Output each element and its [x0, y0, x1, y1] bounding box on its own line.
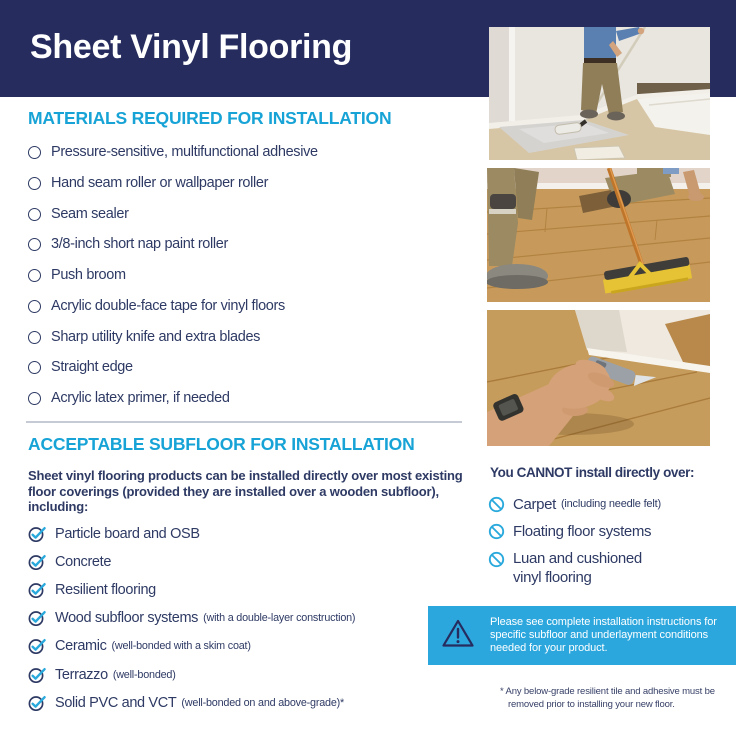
push-broom-illustration	[487, 168, 710, 302]
circle-bullet-icon	[28, 269, 41, 282]
cannot-item: Carpet (including needle felt)	[488, 494, 661, 514]
material-item: Push broom	[28, 265, 126, 285]
check-icon	[28, 526, 47, 542]
circle-bullet-icon	[28, 238, 41, 251]
subfloor-item: Resilient flooring	[28, 580, 161, 600]
check-icon	[28, 638, 47, 654]
material-item: Hand seam roller or wallpaper roller	[28, 173, 268, 193]
subfloor-item: Particle board and OSB	[28, 524, 205, 544]
material-item: 3/8-inch short nap paint roller	[28, 234, 228, 254]
cannot-item: Luan and cushioned vinyl flooring	[488, 549, 663, 587]
circle-bullet-icon	[28, 208, 41, 221]
materials-heading: MATERIALS REQUIRED FOR INSTALLATION	[28, 108, 392, 128]
material-item: Acrylic double-face tape for vinyl floors	[28, 296, 285, 316]
utility-knife-illustration	[487, 310, 710, 446]
cannot-heading: You CANNOT install directly over:	[490, 465, 695, 480]
check-icon	[28, 554, 47, 570]
adhesive-rolling-illustration	[489, 27, 710, 160]
notice-text: Please see complete installation instructions for specific subfloor and underlayment conditions needed for your product.	[490, 615, 717, 655]
prohibited-icon	[488, 551, 505, 568]
photo-utility-knife	[487, 310, 710, 446]
subfloor-heading: ACCEPTABLE SUBFLOOR FOR INSTALLATION	[28, 434, 415, 454]
subfloor-item: Concrete	[28, 552, 116, 572]
material-item: Straight edge	[28, 357, 133, 377]
notice-box	[428, 606, 736, 665]
subfloor-item: Terrazzo (well-bonded)	[28, 665, 176, 685]
circle-bullet-icon	[28, 300, 41, 313]
footnote: * Any below-grade resilient tile and adhesive must be removed prior to installing your new floor.	[500, 686, 715, 710]
cannot-item: Floating floor systems	[488, 521, 656, 541]
material-item: Sharp utility knife and extra blades	[28, 327, 260, 347]
material-item: Seam sealer	[28, 204, 129, 224]
check-icon	[28, 695, 47, 711]
photo-push-broom	[487, 168, 710, 302]
check-icon	[28, 610, 47, 626]
check-icon	[28, 582, 47, 598]
circle-bullet-icon	[28, 177, 41, 190]
subfloor-item: Solid PVC and VCT (well-bonded on and above-grade)*	[28, 693, 344, 713]
section-divider	[26, 421, 462, 423]
material-item: Acrylic latex primer, if needed	[28, 388, 230, 408]
subfloor-item: Wood subfloor systems (with a double-layer construction)	[28, 608, 355, 628]
check-icon	[28, 667, 47, 683]
subfloor-intro: Sheet vinyl flooring products can be installed directly over most existing floor coverings (provided they are installed over a wooden subfloor), including:	[28, 468, 463, 514]
circle-bullet-icon	[28, 146, 41, 159]
material-item: Pressure-sensitive, multifunctional adhesive	[28, 142, 318, 162]
circle-bullet-icon	[28, 392, 41, 405]
circle-bullet-icon	[28, 331, 41, 344]
page-title: Sheet Vinyl Flooring	[30, 28, 353, 66]
circle-bullet-icon	[28, 361, 41, 374]
prohibited-icon	[488, 496, 505, 513]
subfloor-item: Ceramic (well-bonded with a skim coat)	[28, 636, 251, 656]
warning-triangle-icon	[441, 618, 475, 654]
photo-adhesive-rolling	[489, 27, 710, 160]
prohibited-icon	[488, 523, 505, 540]
